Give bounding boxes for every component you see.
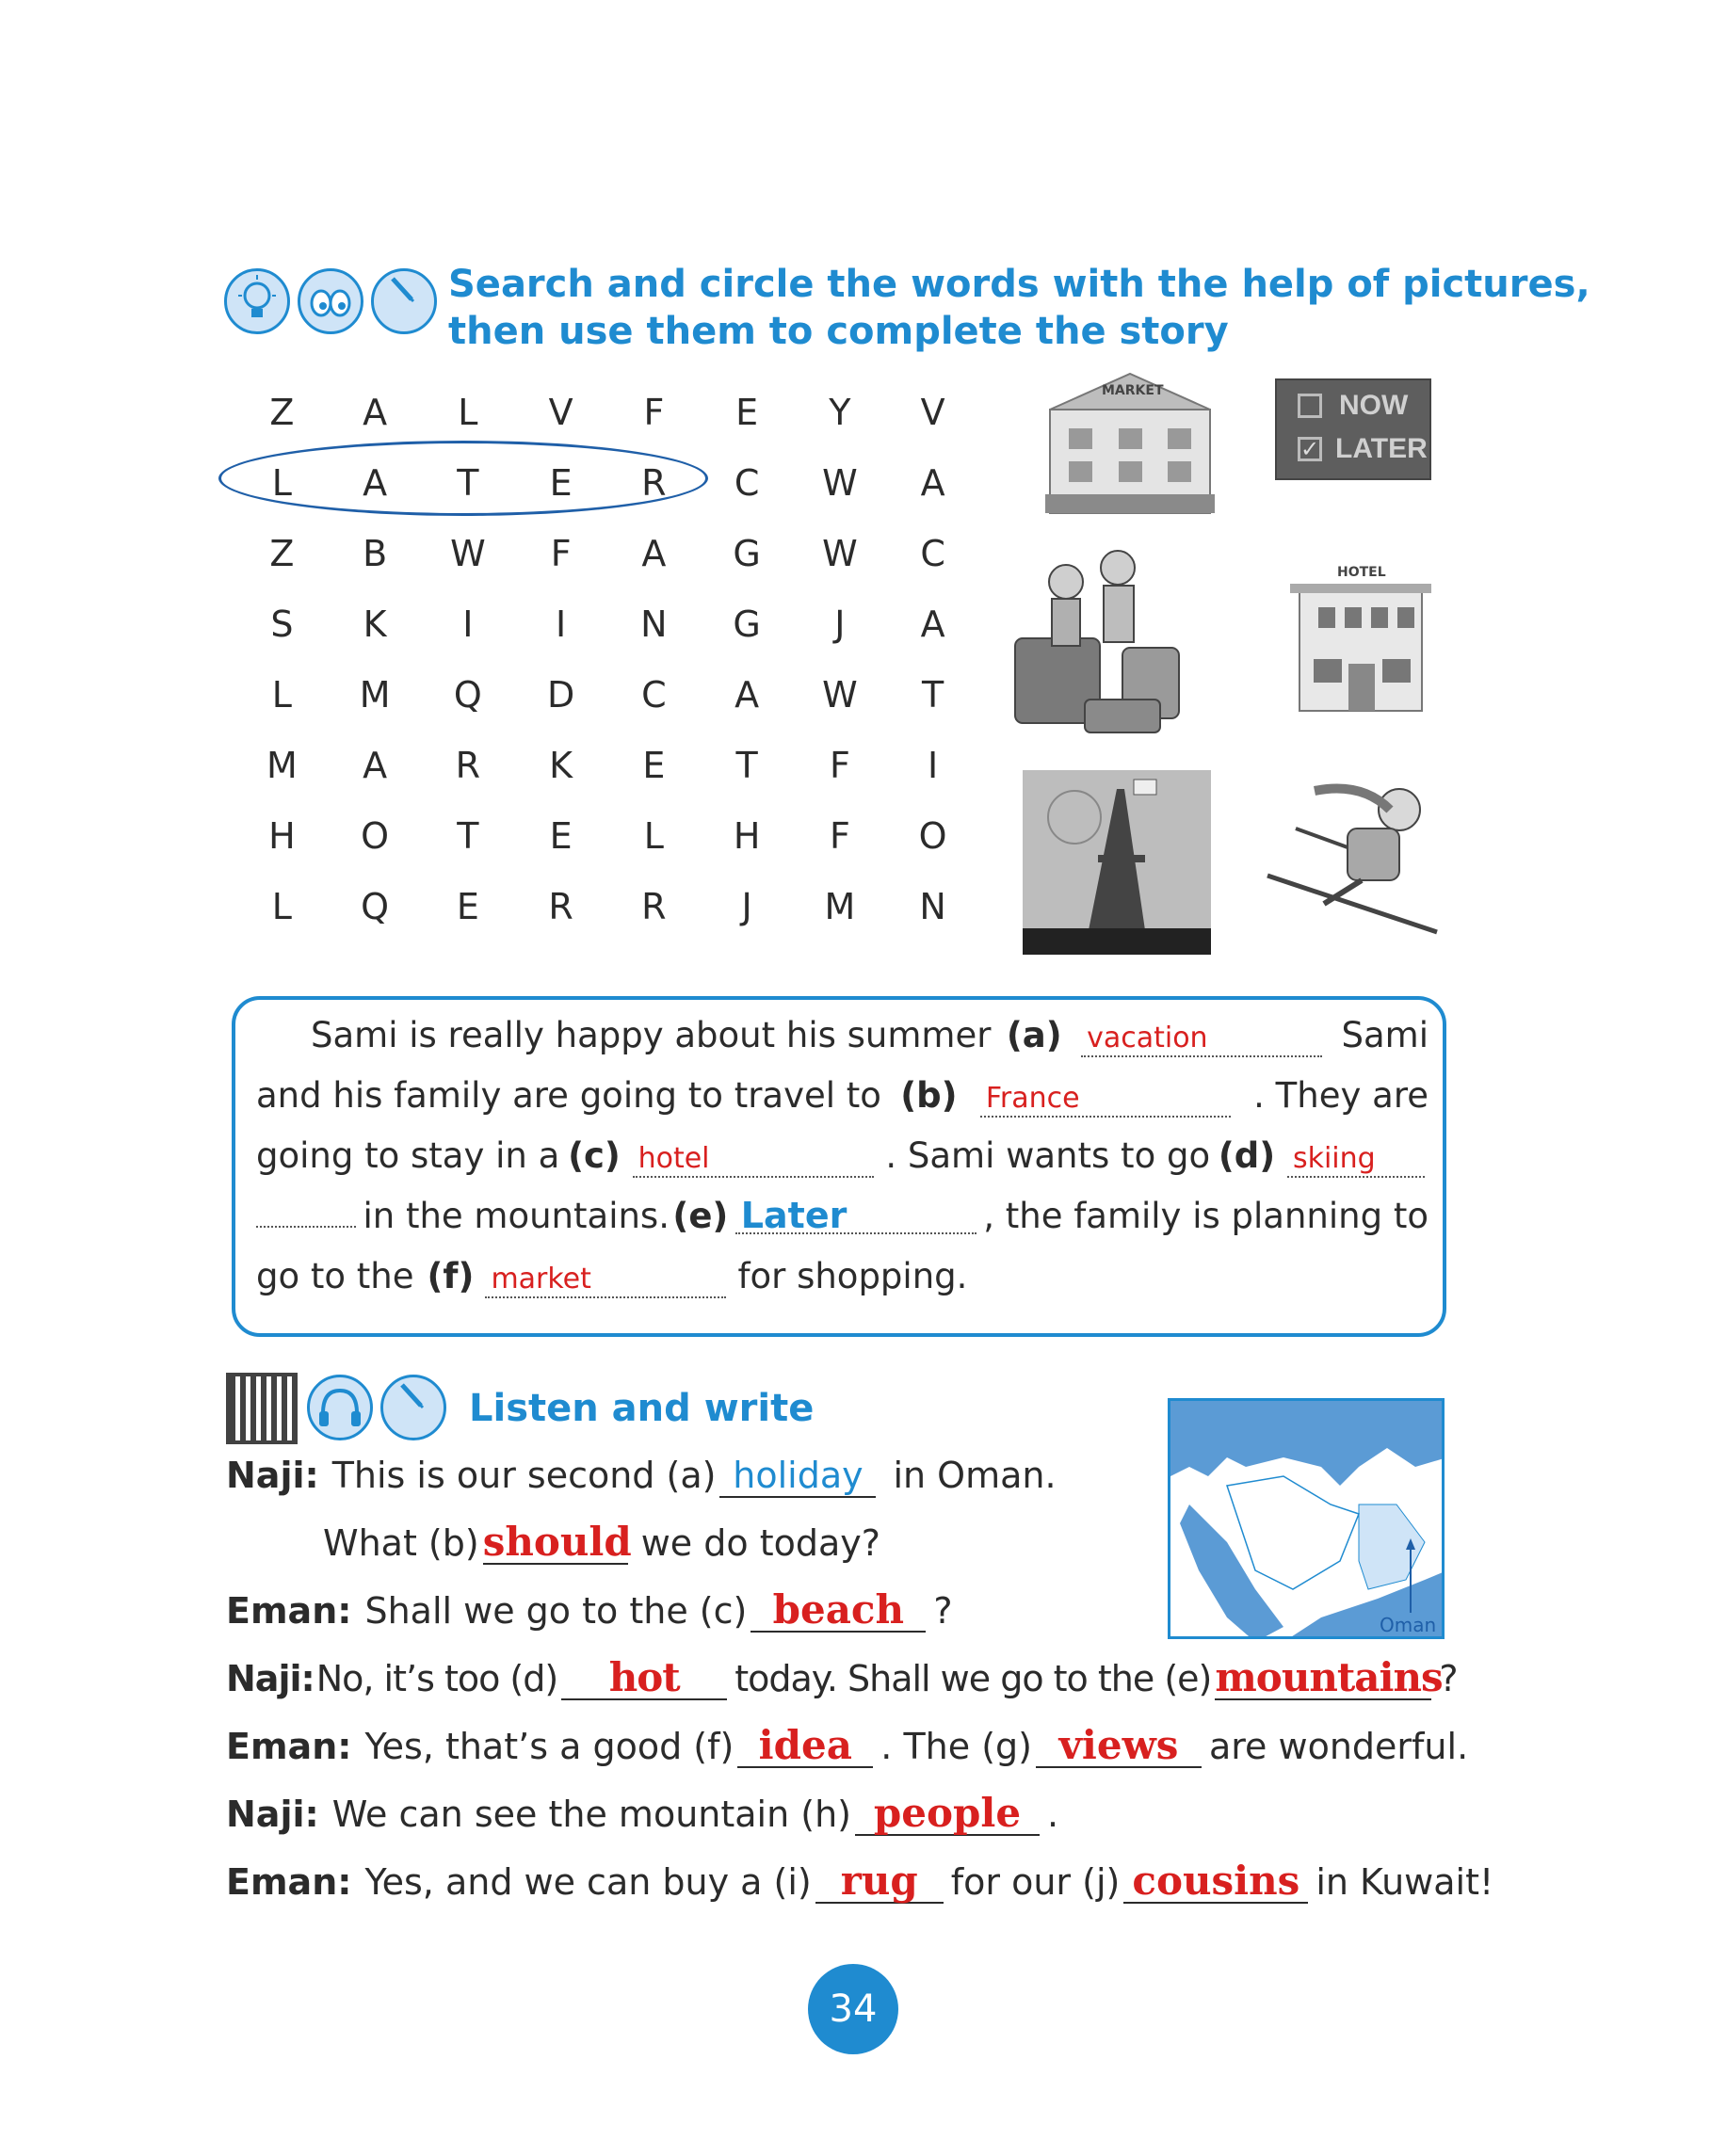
grid-cell[interactable]: M <box>824 885 856 927</box>
grid-cell[interactable]: L <box>271 461 292 504</box>
dialog-line-6 <box>226 1791 1058 1838</box>
story-label-d: (d) <box>1218 1135 1276 1176</box>
dialog-text: Shall we go to the (c) <box>364 1590 748 1632</box>
dialog-text: This is our second (a) <box>331 1455 717 1496</box>
dialog-text: ? <box>1439 1658 1458 1699</box>
grid-cell[interactable]: C <box>734 461 760 504</box>
answer-b[interactable]: should <box>482 1519 632 1565</box>
eiffel-tower-picture <box>1023 770 1211 955</box>
grid-cell[interactable]: M <box>359 673 391 716</box>
oman-map <box>1168 1398 1445 1639</box>
grid-cell[interactable]: A <box>920 461 945 504</box>
story-blank-e[interactable]: Later <box>735 1199 977 1234</box>
dialog-line-2 <box>323 1520 880 1567</box>
grid-cell[interactable]: Q <box>453 673 482 716</box>
pencil-icon <box>380 1375 446 1440</box>
qr-code-icon <box>226 1373 298 1444</box>
grid-cell[interactable]: W <box>822 461 858 504</box>
grid-cell[interactable]: E <box>642 744 666 786</box>
grid-cell[interactable]: T <box>922 673 944 716</box>
story-label-b: (b) <box>900 1075 958 1116</box>
story-text: going to stay in a <box>256 1135 560 1176</box>
grid-cell[interactable]: G <box>733 603 761 645</box>
story-text: in the mountains. <box>363 1196 670 1236</box>
dialog-text: Yes, and we can buy a (i) <box>364 1861 812 1903</box>
grid-cell[interactable]: A <box>363 391 388 433</box>
dialog-text: No, it’s too (d) <box>315 1658 558 1699</box>
story-blank-c[interactable]: hotel <box>633 1142 874 1178</box>
now-label: NOW <box>1339 390 1409 421</box>
grid-cell[interactable]: K <box>363 603 387 645</box>
answer-f[interactable]: idea <box>737 1725 873 1768</box>
grid-cell[interactable]: K <box>549 744 573 786</box>
grid-cell[interactable]: O <box>918 814 947 857</box>
answer-g[interactable]: views <box>1036 1725 1202 1768</box>
dialog-text: ? <box>933 1590 953 1632</box>
answer-e[interactable]: mountains <box>1215 1654 1443 1700</box>
story-line-5 <box>256 1254 1429 1299</box>
story-blank-b[interactable]: France <box>980 1082 1231 1118</box>
answer-h[interactable]: people <box>855 1793 1040 1836</box>
grid-cell[interactable]: W <box>450 532 486 574</box>
grid-cell[interactable]: T <box>457 814 479 857</box>
grid-cell[interactable]: J <box>834 603 846 645</box>
grid-cell[interactable]: R <box>548 885 573 927</box>
grid-cell[interactable]: L <box>458 391 478 433</box>
grid-cell[interactable]: O <box>361 814 390 857</box>
story-label-e: (e) <box>672 1196 729 1236</box>
grid-cell[interactable]: Y <box>829 391 851 433</box>
checkbox-checked-icon: ✓ <box>1298 437 1322 461</box>
hotel-building-picture <box>1290 555 1431 720</box>
grid-cell[interactable]: I <box>928 744 939 786</box>
story-text: for shopping. <box>737 1256 968 1296</box>
grid-cell[interactable]: F <box>643 391 665 433</box>
grid-cell[interactable]: T <box>735 744 758 786</box>
story-text: and his family are going to travel to <box>256 1075 881 1116</box>
dialog-text: in Oman. <box>893 1455 1057 1496</box>
skier-picture <box>1258 772 1446 946</box>
grid-cell[interactable]: W <box>822 532 858 574</box>
grid-cell[interactable]: E <box>735 391 759 433</box>
grid-cell[interactable]: E <box>549 461 573 504</box>
market-sign: MARKET <box>1102 383 1164 398</box>
dialog-line-4 <box>226 1655 1458 1702</box>
hotel-sign: HOTEL <box>1337 565 1386 580</box>
speaker-naji: Naji: <box>226 1658 315 1699</box>
dialog-line-3 <box>226 1587 953 1634</box>
grid-cell[interactable]: H <box>268 814 296 857</box>
grid-cell[interactable]: L <box>271 885 292 927</box>
story-text: go to the <box>256 1256 414 1296</box>
speaker-eman: Eman: <box>226 1590 352 1632</box>
story-text: Sami is really happy about his summer <box>311 1015 992 1055</box>
section1-title-line1: Search and circle the words with the help of pictures, <box>448 263 1590 306</box>
dialog-line-1 <box>226 1452 1057 1499</box>
dialog-text: we do today? <box>640 1522 880 1564</box>
grid-cell[interactable]: N <box>919 885 946 927</box>
grid-cell[interactable]: I <box>462 603 474 645</box>
grid-cell[interactable]: E <box>456 885 479 927</box>
grid-cell[interactable]: V <box>920 391 945 433</box>
circled-word-later <box>218 441 708 516</box>
dialog-text: What (b) <box>323 1522 479 1564</box>
now-later-picture <box>1275 378 1431 480</box>
grid-cell[interactable]: C <box>920 532 945 574</box>
story-blank-d-continued <box>256 1226 356 1228</box>
story-blank-f[interactable]: market <box>485 1263 726 1298</box>
lightbulb-icon <box>224 268 290 334</box>
section2-title: Listen and write <box>469 1387 815 1430</box>
grid-cell[interactable]: L <box>271 673 292 716</box>
later-label: LATER <box>1335 433 1428 464</box>
answer-a[interactable]: holiday <box>719 1455 876 1498</box>
grid-cell[interactable]: A <box>920 603 945 645</box>
page-number: 34 <box>808 1964 898 2054</box>
grid-cell[interactable]: R <box>455 744 481 786</box>
grid-cell[interactable]: M <box>266 744 298 786</box>
dialog-text: are wonderful. <box>1208 1726 1469 1767</box>
story-blank-a[interactable]: vacation <box>1081 1022 1322 1057</box>
story-text: . Sami wants to go <box>885 1135 1211 1176</box>
speaker-naji: Naji: <box>226 1455 319 1496</box>
story-label-f: (f) <box>427 1256 475 1296</box>
grid-cell[interactable]: J <box>741 885 752 927</box>
eyes-icon <box>298 268 363 334</box>
grid-cell[interactable]: I <box>556 603 567 645</box>
grid-cell[interactable]: F <box>829 814 850 857</box>
grid-cell[interactable]: N <box>640 603 668 645</box>
dialog-text: today. Shall we go to the (e) <box>734 1658 1212 1699</box>
grid-cell[interactable]: F <box>550 532 572 574</box>
answer-c[interactable]: beach <box>751 1589 926 1633</box>
pencil-icon <box>371 268 437 334</box>
story-line-2 <box>256 1073 1429 1118</box>
dialog-text: Yes, that’s a good (f) <box>364 1726 734 1767</box>
grid-cell[interactable]: H <box>733 814 761 857</box>
story-text: Sami <box>1341 1015 1429 1055</box>
speaker-naji: Naji: <box>226 1794 319 1835</box>
grid-cell[interactable]: Q <box>361 885 390 927</box>
story-label-a: (a) <box>1006 1015 1062 1055</box>
grid-cell[interactable]: A <box>363 461 388 504</box>
story-line-3 <box>256 1134 1429 1179</box>
grid-cell[interactable]: S <box>270 603 294 645</box>
map-label-oman: Oman <box>1380 1614 1437 1636</box>
grid-cell[interactable]: R <box>641 461 667 504</box>
story-line-4 <box>256 1194 1429 1239</box>
story-label-c: (c) <box>568 1135 621 1176</box>
headphones-icon <box>307 1375 373 1440</box>
grid-cell[interactable]: E <box>549 814 573 857</box>
dialog-text: We can see the mountain (h) <box>331 1794 851 1835</box>
answer-d[interactable]: hot <box>561 1657 727 1700</box>
story-line-1 <box>256 1013 1429 1058</box>
dialog-text: . The (g) <box>880 1726 1032 1767</box>
dialog-text: . <box>1047 1794 1059 1835</box>
grid-cell[interactable]: T <box>457 461 479 504</box>
grid-cell[interactable]: Z <box>269 532 295 574</box>
section1-title-line2: then use them to complete the story <box>448 310 1229 353</box>
dialog-line-5 <box>226 1723 1468 1770</box>
family-vacation-picture <box>1009 544 1188 742</box>
grid-cell[interactable]: A <box>734 673 760 716</box>
dialog-text: for our (j) <box>950 1861 1121 1903</box>
story-text: . They are <box>1253 1075 1429 1116</box>
answer-j[interactable]: cousins <box>1123 1860 1308 1904</box>
dialog-text: in Kuwait! <box>1316 1861 1494 1903</box>
speaker-eman: Eman: <box>226 1726 352 1767</box>
grid-cell[interactable]: A <box>363 744 388 786</box>
story-blank-d[interactable]: skiing <box>1287 1142 1425 1178</box>
grid-cell[interactable]: L <box>643 814 664 857</box>
grid-cell[interactable]: Z <box>269 391 295 433</box>
story-text: , the family is planning to <box>983 1196 1429 1236</box>
grid-cell[interactable]: V <box>548 391 573 433</box>
grid-cell[interactable]: C <box>641 673 667 716</box>
grid-cell[interactable]: R <box>641 885 667 927</box>
answer-i[interactable]: rug <box>815 1860 944 1904</box>
grid-cell[interactable]: W <box>822 673 858 716</box>
grid-cell[interactable]: D <box>546 673 575 716</box>
market-building-picture <box>1036 362 1224 527</box>
grid-cell[interactable]: F <box>829 744 850 786</box>
dialog-line-7 <box>226 1858 1493 1906</box>
checkbox-empty-icon <box>1298 394 1322 418</box>
speaker-eman: Eman: <box>226 1861 352 1903</box>
grid-cell[interactable]: G <box>733 532 761 574</box>
grid-cell[interactable]: B <box>363 532 388 574</box>
grid-cell[interactable]: A <box>641 532 667 574</box>
